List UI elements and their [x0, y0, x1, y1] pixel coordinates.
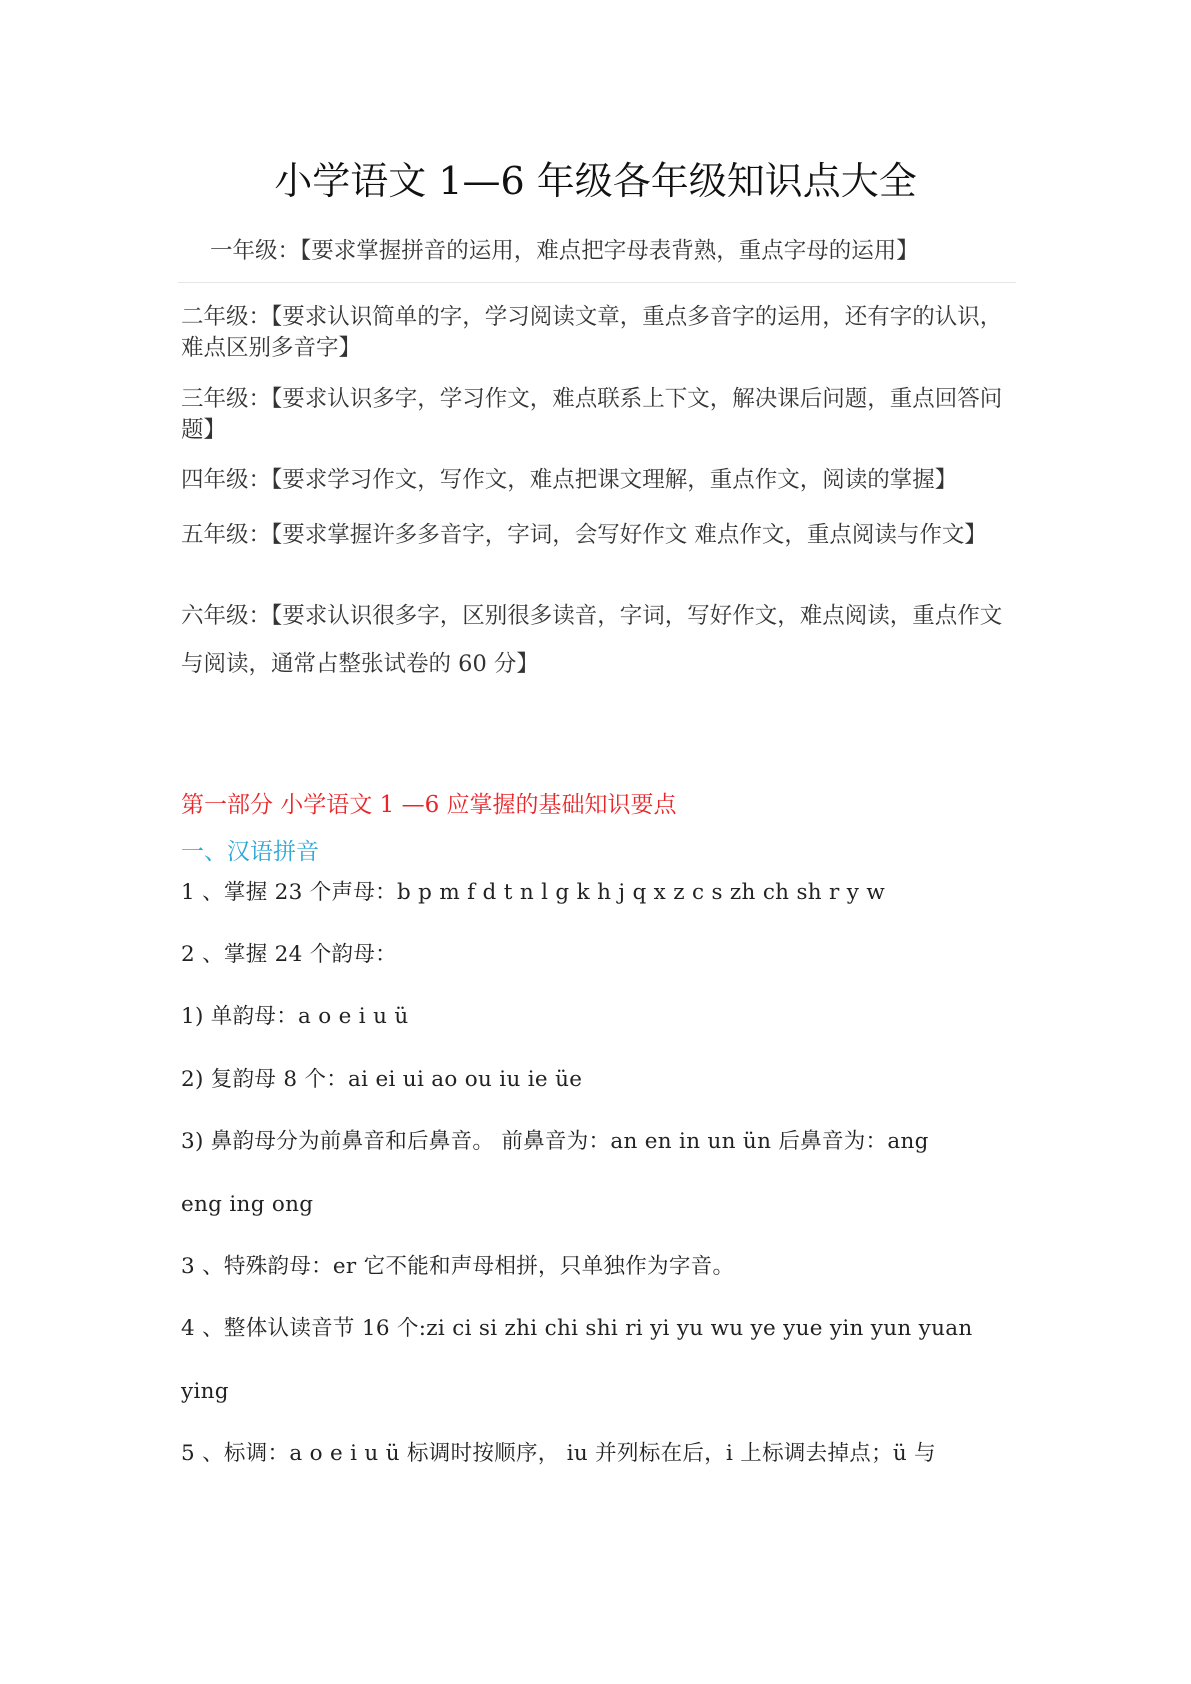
- pinyin-line: 3) 鼻韵母分为前鼻音和后鼻音。 前鼻音为：an en in un ün 后鼻音为：ang: [181, 1129, 929, 1154]
- grade-6-requirements: 六年级：【要求认识很多字，区别很多读音，字词，写好作文，难点阅读，重点作文与阅读，通常占整张试卷的 60 分】: [181, 603, 1003, 677]
- grade-2-requirements: 二年级：【要求认识简单的字，学习阅读文章，重点多音字的运用，还有字的认识，难点区别多音字】: [181, 304, 1003, 361]
- divider-line: [178, 282, 1016, 283]
- pinyin-line: 2 、掌握 24 个韵母：: [181, 942, 397, 967]
- subsection-title: 一、汉语拼音: [181, 839, 319, 865]
- pinyin-line: 4 、整体认读音节 16 个:zi ci si zhi chi shi ri yi yu wu ye yue yin yun yuan: [181, 1316, 973, 1341]
- pinyin-line: 5 、标调：a o e i u ü 标调时按顺序， iu 并列标在后，i 上标调去掉点；ü 与: [181, 1441, 936, 1466]
- pinyin-line: 2) 复韵母 8 个：ai ei ui ao ou iu ie üe: [181, 1067, 583, 1092]
- pinyin-line: 1 、掌握 23 个声母：b p m f d t n l g k h j q x z c s zh ch sh r y w: [181, 880, 886, 905]
- pinyin-line: 1) 单韵母：a o e i u ü: [181, 1004, 409, 1029]
- section-title: 第一部分 小学语文 1 —6 应掌握的基础知识要点: [181, 792, 677, 818]
- grade-1-requirements: 一年级：【要求掌握拼音的运用，难点把字母表背熟，重点字母的运用】: [210, 238, 919, 264]
- grade-3-requirements: 三年级：【要求认识多字，学习作文，难点联系上下文，解决课后问题，重点回答问题】: [181, 386, 1003, 443]
- document-title: 小学语文 1—6 年级各年级知识点大全: [274, 159, 917, 203]
- grade-4-requirements: 四年级：【要求学习作文，写作文，难点把课文理解，重点作文，阅读的掌握】: [181, 467, 958, 493]
- grade-5-requirements: 五年级：【要求掌握许多多音字，字词，会写好作文 难点作文，重点阅读与作文】: [181, 522, 987, 548]
- pinyin-line: eng ing ong: [181, 1192, 314, 1217]
- pinyin-line: 3 、特殊韵母：er 它不能和声母相拼，只单独作为字音。: [181, 1254, 735, 1279]
- pinyin-line: ying: [181, 1379, 229, 1404]
